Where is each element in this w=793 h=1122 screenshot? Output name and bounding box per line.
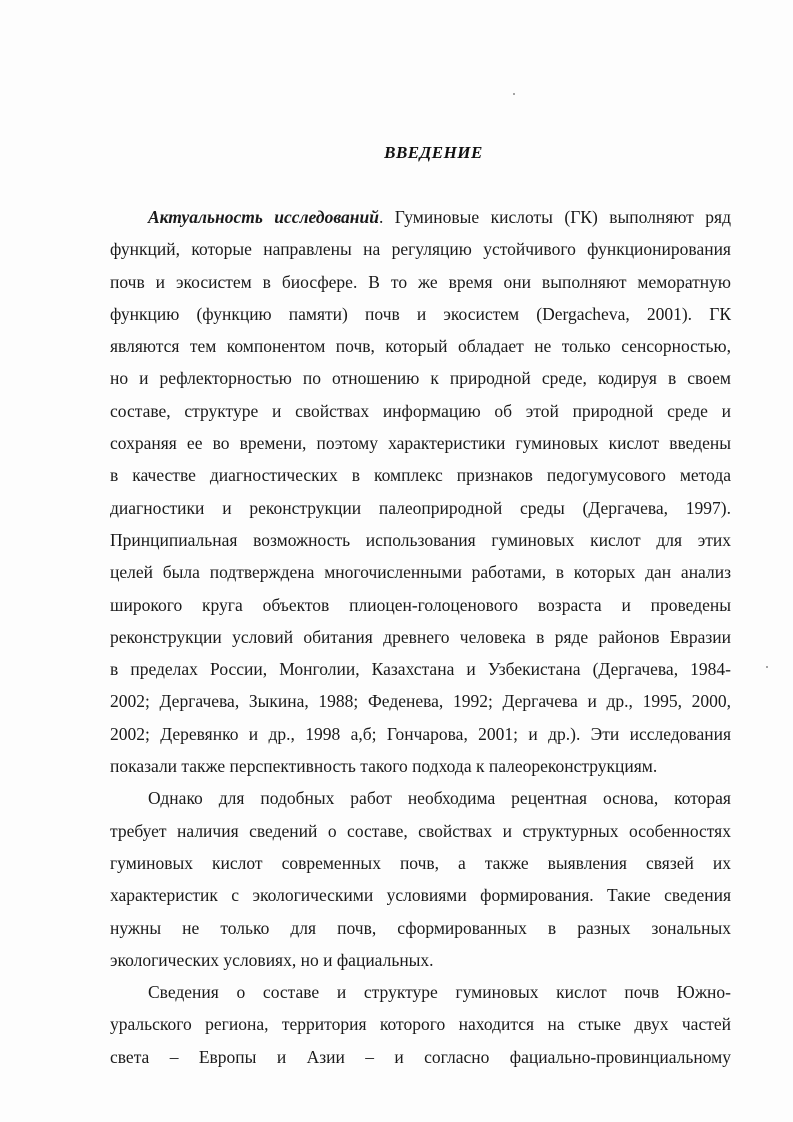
text-line: экологических условиях, но и фациальных.	[110, 949, 434, 970]
text-line: функций, которые направлены на регуляцию устойчивого функционирования	[110, 239, 731, 260]
text-line: гуминовых кислот современных почв, а также выявления связей их	[110, 852, 731, 873]
scan-speck	[513, 93, 515, 95]
text-line: составе, структуре и свойствах информацию об этой природной среде и	[110, 400, 731, 421]
text-line: Сведения о составе и структуре гуминовых кислот почв Южно-	[148, 982, 731, 1003]
text-line: Однако для подобных работ необходима рецентная основа, которая	[148, 788, 731, 809]
text-line: широкого круга объектов плиоцен-голоценового возраста и проведены	[110, 594, 731, 615]
text-line: являются тем компонентом почв, который обладает не только сенсорностью,	[110, 336, 731, 357]
text-line: диагностики и реконструкции палеоприродной среды (Дергачева, 1997).	[110, 497, 731, 518]
text-line: в пределах России, Монголии, Казахстана и Узбекистана (Дергачева, 1984-	[110, 659, 731, 680]
page-title: ВВЕДЕНИЕ	[384, 143, 483, 162]
text-line: требует наличия сведений о составе, свойствах и структурных особенностях	[110, 820, 731, 841]
emphasized-lead: Актуальность исследований	[148, 207, 379, 227]
text-line: почв и экосистем в биосфере. В то же время они выполняют меморатную	[110, 271, 731, 292]
text-line: показали также перспективность такого подхода к палеореконструкциям.	[110, 756, 658, 777]
text-line	[110, 201, 731, 233]
text-line: уральского региона, территория которого находится на стыке двух частей	[110, 1014, 731, 1035]
text-line: 2002; Деревянко и др., 1998 а,б; Гончарова, 2001; и др.). Эти исследования	[110, 723, 731, 744]
scan-speck	[766, 666, 768, 668]
text-line: характеристик с экологическими условиями формирования. Такие сведения	[110, 885, 731, 906]
text-line: в качестве диагностических в комплекс признаков педогумусового метода	[110, 465, 731, 486]
text-line: реконструкции условий обитания древнего человека в ряде районов Евразии	[110, 626, 731, 647]
text-line: Принципиальная возможность использования гуминовых кислот для этих	[110, 529, 731, 550]
text-line: целей была подтверждена многочисленными работами, в которых дан анализ	[110, 562, 731, 583]
text-line: функцию (функцию памяти) почв и экосистем (Dergacheva, 2001). ГК	[110, 303, 731, 324]
text-line: нужны не только для почв, сформированных в разных зональных	[110, 917, 731, 938]
text-line: 2002; Дергачева, Зыкина, 1988; Феденева, 1992; Дергачева и др., 1995, 2000,	[110, 691, 731, 712]
text-line: но и рефлекторностью по отношению к природной среде, кодируя в своем	[110, 368, 731, 389]
text-line: света – Европы и Азии – и согласно фациально-провинциальному	[110, 1046, 731, 1067]
body-text	[110, 201, 731, 1073]
text-run: . Гуминовые кислоты (ГК) выполняют ряд	[378, 207, 732, 227]
text-line: сохраняя ее во времени, поэтому характеристики гуминовых кислот введены	[110, 433, 731, 454]
